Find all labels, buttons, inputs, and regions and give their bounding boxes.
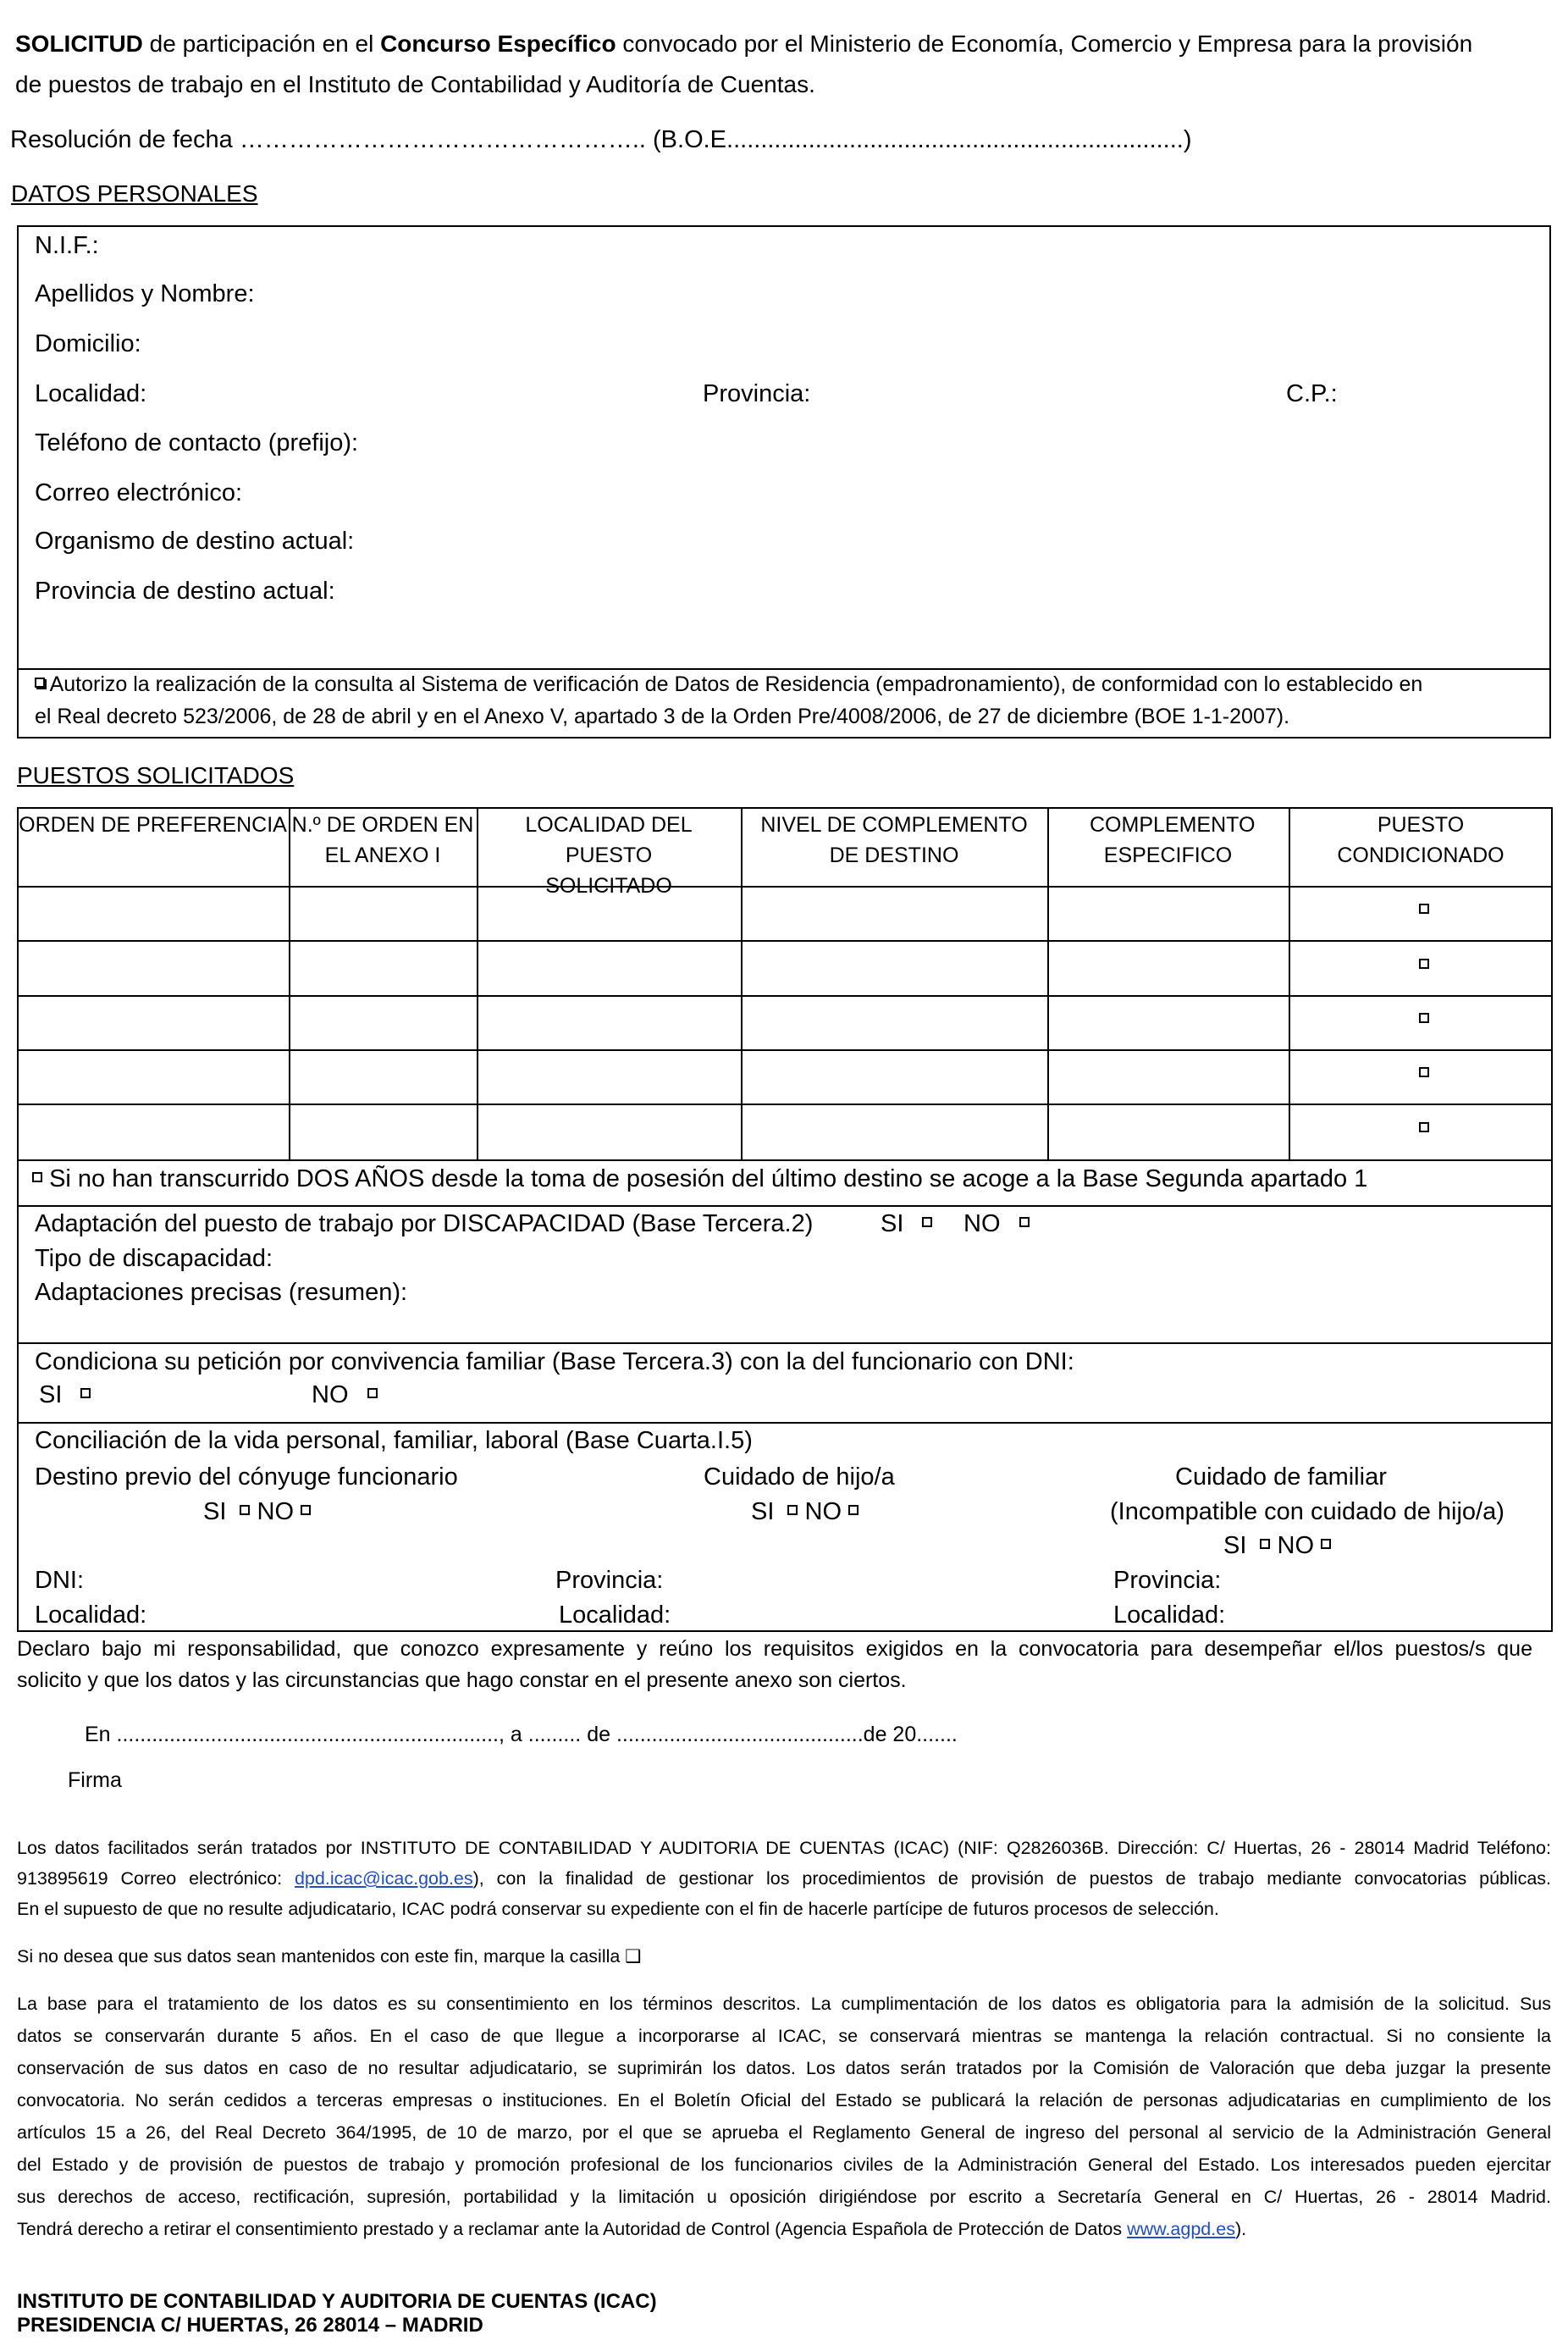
destino-previo-label: Destino previo del cónyuge funcionario <box>35 1463 458 1491</box>
discapacidad-label: Adaptación del puesto de trabajo por DISCAPACIDAD (Base Tercera.2) <box>35 1210 814 1237</box>
localidad-field-3[interactable]: Localidad: <box>1113 1601 1226 1629</box>
row-divider <box>17 1159 1553 1161</box>
checkbox-condiciona-no[interactable] <box>367 1388 378 1398</box>
privacidad-text: sus derechos de acceso, rectificación, supresión, portabilidad y la limitación u oposición dirigiéndose por escrito a Secretaría General en C/ Huertas, 26 - 28014 Madrid. <box>17 2187 1551 2207</box>
checkbox-destino-previo-no[interactable] <box>301 1505 311 1515</box>
row-divider <box>17 886 1553 888</box>
column-header-numero-orden: N.º DE ORDEN EN EL ANEXO I <box>291 813 474 867</box>
row-divider <box>17 940 1553 942</box>
section-title-puestos: PUESTOS SOLICITADOS <box>17 762 295 788</box>
si-label: SI <box>881 1210 904 1237</box>
column-header-nivel-complemento: NIVEL DE COMPLEMENTO DE DESTINO <box>760 813 1028 867</box>
cuidado-familiar-options <box>1223 1530 1331 1562</box>
column-header-localidad: LOCALIDAD DEL PUESTO SOLICITADO <box>525 813 693 898</box>
field-domicilio[interactable]: Domicilio: <box>35 330 141 357</box>
dni-field[interactable]: DNI: <box>35 1567 84 1594</box>
privacidad-p3-l4 <box>17 2085 1551 2116</box>
si-label: SI <box>39 1381 63 1408</box>
privacidad-p3-l7 <box>17 2182 1551 2212</box>
footer-line-1: INSTITUTO DE CONTABILIDAD Y AUDITORIA DE CUENTAS (ICAC) <box>17 2290 657 2313</box>
no-label: NO <box>804 1498 842 1525</box>
checkbox-dos-anos[interactable] <box>32 1172 42 1182</box>
row-divider <box>17 1049 1553 1051</box>
si-label: SI <box>203 1498 227 1525</box>
localidad-field-2[interactable]: Localidad: <box>559 1601 671 1629</box>
provincia-field-2[interactable]: Provincia: <box>1113 1567 1222 1594</box>
cuidado-hijo-label: Cuidado de hijo/a <box>704 1463 895 1491</box>
checkbox-cuidado-hijo-si[interactable] <box>787 1505 798 1515</box>
checkbox-autorizo[interactable] <box>35 678 45 688</box>
checkbox-destino-previo-si[interactable] <box>240 1505 250 1515</box>
destino-previo-options <box>203 1496 311 1528</box>
incompatible-label: (Incompatible con cuidado de hijo/a) <box>1110 1498 1505 1525</box>
condiciona-label: Condiciona su petición por convivencia familiar (Base Tercera.3) con la del funcionario con DNI: <box>35 1348 1074 1375</box>
privacidad-text: del Estado y de provisión de puestos de trabajo y promoción profesional de los funcionarios civiles de la Administración General del Estado. Los interesados pueden ejercitar <box>17 2155 1551 2175</box>
discapacidad-si <box>881 1208 932 1240</box>
condiciona-no <box>312 1379 378 1411</box>
privacidad-text: conservación de sus datos en caso de no resultar adjudicatario, se suprimirán los datos. Los datos serán tratados por la Comisión de Valoración que deba juzgar la presente <box>17 2058 1551 2078</box>
section-title-datos-personales: DATOS PERSONALES <box>11 180 258 207</box>
provincia-field-1[interactable]: Provincia: <box>555 1567 664 1594</box>
adaptaciones[interactable]: Adaptaciones precisas (resumen): <box>35 1279 408 1306</box>
privacidad-text: artículos 15 a 26, del Real Decreto 364/1995, de 10 de marzo, por el que se aprueba el Reglamento General de ingreso del personal al servicio de la Administración General <box>17 2122 1551 2143</box>
localidad-field-1[interactable]: Localidad: <box>35 1601 147 1629</box>
privacidad-text: ), con la finalidad de gestionar los procedimientos de provisión de puestos de trabajo mediante convocatorias públicas. <box>472 1868 1551 1889</box>
checkbox-cuidado-hijo-no[interactable] <box>848 1505 859 1515</box>
checkbox-condicionado-2[interactable] <box>1419 959 1429 974</box>
privacidad-p3-l1 <box>17 1989 1551 2019</box>
privacidad-text: ). <box>1234 2219 1247 2239</box>
conciliacion-label: Conciliación de la vida personal, familiar, laboral (Base Cuarta.I.5) <box>35 1427 753 1454</box>
field-localidad[interactable]: Localidad: <box>35 380 147 407</box>
checkbox-condicionado-4[interactable] <box>1419 1067 1429 1082</box>
checkbox-cuidado-familiar-no[interactable] <box>1321 1539 1331 1549</box>
privacidad-text: convocatoria. No serán cedidos a terceras empresas o instituciones. En el Boletín Oficial del Estado se publicará la relación de personas adjudicatarias en cumplimiento de los <box>17 2090 1551 2110</box>
row-divider <box>17 1342 1553 1344</box>
header-text: convocado por el Ministerio de Economía, Comercio y Empresa para la provisión <box>616 30 1473 57</box>
column-header-orden-preferencia: ORDEN DE PREFERENCIA <box>19 813 287 837</box>
no-label: NO <box>257 1498 295 1525</box>
privacidad-p3-l3 <box>17 2053 1551 2083</box>
checkbox-cuidado-familiar-si[interactable] <box>1260 1539 1270 1549</box>
declaracion-line-1 <box>17 1635 1532 1662</box>
checkbox-discapacidad-si[interactable] <box>922 1217 932 1227</box>
header-text: de participación en el <box>142 30 381 57</box>
dpd-email-link[interactable]: dpd.icac@icac.gob.es <box>294 1868 473 1889</box>
no-label: NO <box>312 1381 349 1408</box>
field-correo[interactable]: Correo electrónico: <box>35 479 242 506</box>
field-cp[interactable]: C.P.: <box>1286 380 1338 407</box>
privacidad-p1-l3: En el supuesto de que no resulte adjudicatario, ICAC podrá conservar su expediente con el fin de hacerle partícipe de futuros procesos de selección. <box>17 1899 1219 1919</box>
privacidad-p3-l5 <box>17 2117 1551 2148</box>
field-apellidos[interactable]: Apellidos y Nombre: <box>35 280 255 307</box>
cuidado-familiar-label: Cuidado de familiar <box>1175 1463 1387 1491</box>
discapacidad-no <box>963 1208 1030 1240</box>
privacidad-p2[interactable]: Si no desea que sus datos sean mantenidos con este fin, marque la casilla ❑ <box>17 1946 642 1967</box>
firma-label: Firma <box>68 1768 122 1792</box>
autorizo-line-1 <box>35 671 1422 698</box>
dos-anos-row <box>32 1163 1367 1195</box>
autorizo-text: Autorizo la realización de la consulta al Sistema de verificación de Datos de Residencia (empadronamiento), de conformidad con lo establecido en <box>49 672 1423 696</box>
resolucion-line[interactable]: Resolución de fecha ………………………………………….. (B.O.E...................................................................) <box>10 126 1192 153</box>
si-label: SI <box>1223 1532 1247 1559</box>
checkbox-condicionado-3[interactable] <box>1419 1013 1429 1028</box>
column-header-puesto-condicionado: PUESTO CONDICIONADO <box>1337 813 1505 867</box>
footer-line-2: PRESIDENCIA C/ HUERTAS, 26 28014 – MADRID <box>17 2314 483 2337</box>
checkbox-condicionado-5[interactable] <box>1419 1122 1429 1137</box>
checkbox-discapacidad-no[interactable] <box>1019 1217 1030 1227</box>
checkbox-condiciona-si[interactable] <box>80 1388 91 1398</box>
field-provincia[interactable]: Provincia: <box>703 380 811 407</box>
field-provincia-destino[interactable]: Provincia de destino actual: <box>35 578 335 605</box>
cuidado-hijo-options <box>751 1496 859 1528</box>
header-line-1 <box>15 29 1472 59</box>
dos-anos-text: Si no han transcurrido DOS AÑOS desde la toma de posesión del último destino se acoge a la Base Segunda apartado 1 <box>49 1165 1368 1192</box>
privacidad-text: La base para el tratamiento de los datos es su consentimiento en los términos descritos. La cumplimentación de los datos es obligatoria para la admisión de la solicitud. Sus <box>17 1994 1551 2014</box>
checkbox-condicionado-1[interactable] <box>1419 904 1429 919</box>
column-header-complemento-especifico: COMPLEMENTO ESPECIFICO <box>1090 813 1256 867</box>
declaracion-text: Declaro bajo mi responsabilidad, que conozco expresamente y reúno los requisitos exigidos en la convocatoria para desempeñar el/los puestos/s que <box>17 1637 1532 1661</box>
header-solicitud: SOLICITUD <box>15 30 143 57</box>
condiciona-si <box>39 1379 91 1411</box>
privacidad-text: 913895619 Correo electrónico: <box>17 1868 295 1889</box>
field-telefono[interactable]: Teléfono de contacto (prefijo): <box>35 429 359 456</box>
no-label: NO <box>963 1210 1001 1237</box>
field-nif[interactable]: N.I.F.: <box>35 232 99 259</box>
autorizo-line-2: el Real decreto 523/2006, de 28 de abril y en el Anexo V, apartado 3 de la Orden Pre/4008/2006, de 27 de diciembre (BOE 1-1-2007). <box>35 705 1290 728</box>
row-divider <box>17 995 1553 997</box>
row-divider <box>17 1104 1553 1105</box>
privacidad-p1-l1 <box>17 1833 1551 1863</box>
privacidad-p3-l8 <box>17 2214 1246 2244</box>
no-label: NO <box>1277 1532 1315 1559</box>
field-organismo[interactable]: Organismo de destino actual: <box>35 528 355 555</box>
row-divider <box>17 1422 1553 1424</box>
agpd-link[interactable]: www.agpd.es <box>1127 2219 1235 2239</box>
privacidad-p3-l6 <box>17 2149 1551 2180</box>
si-label: SI <box>751 1498 775 1525</box>
privacidad-text: Tendrá derecho a retirar el consentimiento prestado y a reclamar ante la Autoridad de Control (Agencia Española de Protección de Datos <box>17 2219 1128 2239</box>
header-line-2: de puestos de trabajo en el Instituto de Contabilidad y Auditoría de Cuentas. <box>15 71 815 97</box>
declaracion-line-2: solicito y que los datos y las circunstancias que hago constar en el presente anexo son ciertos. <box>17 1668 907 1692</box>
fecha-line[interactable]: En ................................................................., a ......... de ..........................................de 20....... <box>85 1723 958 1746</box>
tipo-discapacidad[interactable]: Tipo de discapacidad: <box>35 1245 273 1272</box>
row-divider <box>17 1205 1553 1207</box>
privacidad-p3-l2 <box>17 2021 1551 2051</box>
header-concurso: Concurso Específico <box>380 30 616 57</box>
privacidad-text: datos se conservarán durante 5 años. En el caso de que llegue a incorporarse al ICAC, se conservará mientras se mantenga la relación contractual. Si no consiente la <box>17 2026 1551 2046</box>
divider <box>17 668 1551 670</box>
privacidad-text: Los datos facilitados serán tratados por INSTITUTO DE CONTABILIDAD Y AUDITORIA DE CUENTAS (ICAC) (NIF: Q2826036B. Dirección: C/ Huertas, 26 - 28014 Madrid Teléfono: <box>17 1838 1551 1858</box>
privacidad-p1-l2 <box>17 1863 1551 1894</box>
